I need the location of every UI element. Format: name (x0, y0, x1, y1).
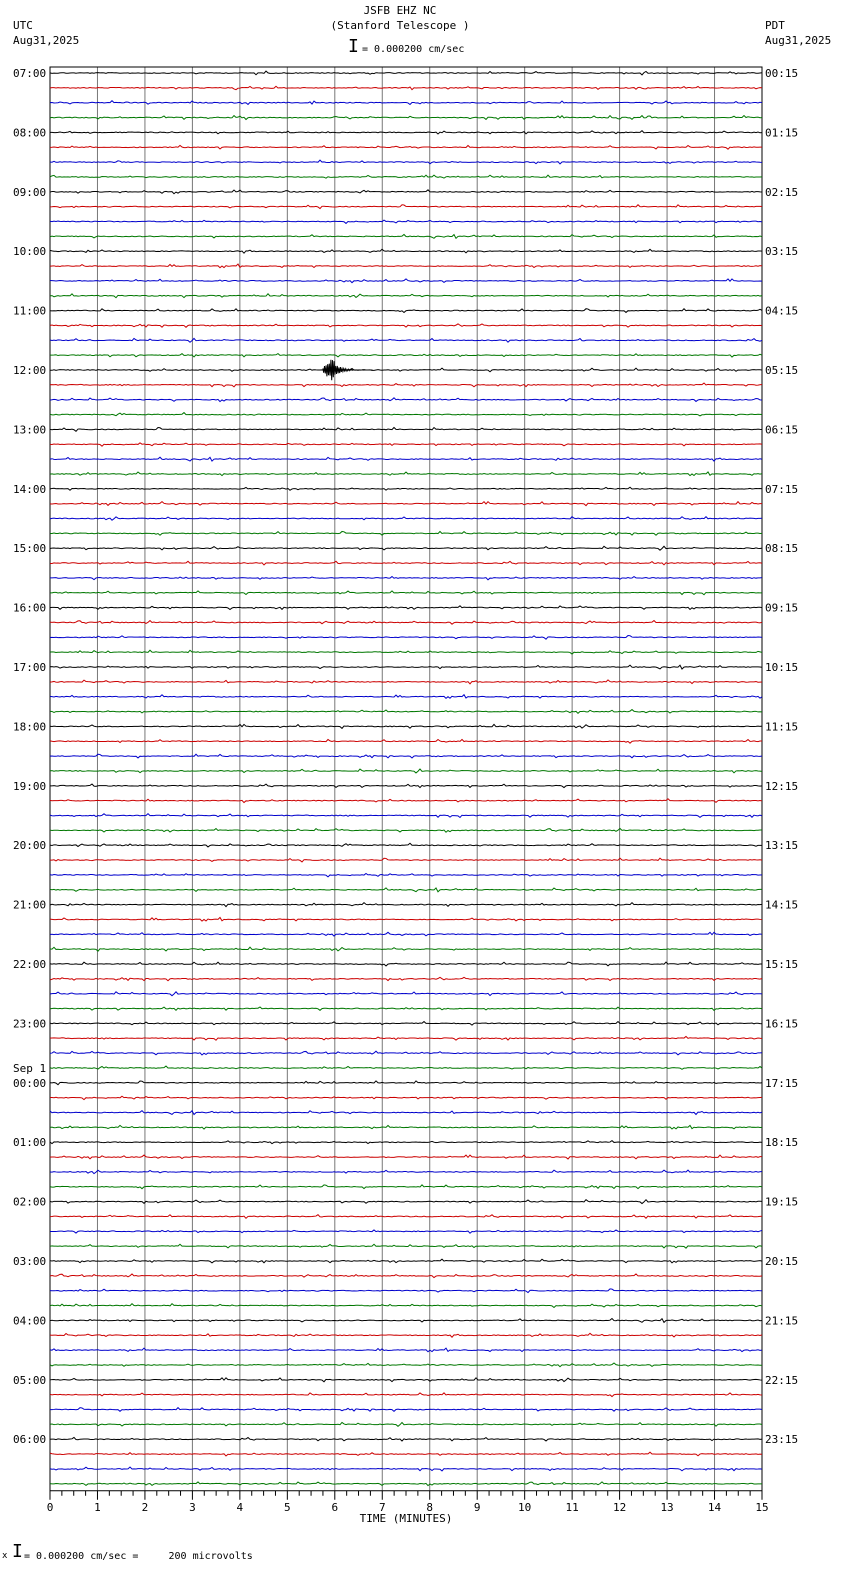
utc-hour-label: 18:00 (13, 720, 47, 734)
seismic-event (323, 360, 373, 381)
trace-row (50, 843, 762, 847)
trace-row (50, 354, 762, 357)
trace-row (50, 234, 762, 238)
trace-row (50, 769, 762, 773)
utc-hour-label: 02:00 (13, 1195, 47, 1209)
pdt-hour-label: 16:15 (765, 1017, 799, 1031)
trace-row (50, 190, 762, 194)
utc-hour-label: 07:00 (13, 67, 47, 80)
pdt-hour-label: 01:15 (765, 126, 799, 140)
trace-row (50, 977, 762, 980)
pdt-hour-label: 20:15 (765, 1255, 799, 1268)
trace-row (50, 457, 762, 461)
trace-row (50, 1289, 762, 1293)
pdt-hour-label: 23:15 (765, 1433, 799, 1447)
utc-hour-label: 15:00 (13, 542, 47, 556)
trace-row (50, 1036, 762, 1040)
trace-row (50, 1422, 762, 1426)
trace-row (50, 814, 762, 818)
pdt-hour-label: 18:15 (765, 1136, 799, 1150)
trace-row (50, 145, 762, 149)
trace-row (50, 591, 762, 595)
trace-row (50, 116, 762, 120)
x-tick-label: 4 (236, 1500, 244, 1514)
left-timezone: UTC (13, 19, 33, 32)
date-change-label: Sep 1 (13, 1061, 47, 1075)
trace-row (50, 1125, 762, 1129)
utc-hour-label: 16:00 (13, 601, 47, 615)
trace-row (50, 487, 762, 490)
trace-row (50, 546, 762, 550)
x-tick-label: 5 (284, 1500, 291, 1514)
pdt-hour-label: 15:15 (765, 958, 799, 971)
x-tick-label: 13 (660, 1500, 674, 1514)
trace-row (50, 472, 762, 476)
pdt-hour-label: 19:15 (765, 1195, 799, 1209)
footer-scale-bar-icon: I (12, 1541, 23, 1562)
trace-row (50, 917, 762, 921)
trace-row (50, 264, 762, 268)
trace-row (50, 888, 762, 892)
trace-row (50, 1393, 762, 1397)
x-tick-label: 3 (189, 1500, 196, 1514)
trace-row (50, 1482, 762, 1486)
x-tick-label: 10 (518, 1500, 532, 1514)
trace-row (50, 1348, 762, 1352)
utc-hour-label: 03:00 (13, 1255, 47, 1268)
x-tick-label: 15 (755, 1500, 769, 1514)
trace-row (50, 249, 762, 253)
trace-row (50, 71, 762, 75)
trace-row (50, 443, 762, 446)
trace-row (50, 279, 762, 283)
trace-row (50, 635, 762, 639)
trace-row (50, 175, 762, 178)
trace-row (50, 1363, 762, 1367)
trace-row (50, 1185, 762, 1189)
pdt-hour-label: 10:15 (765, 661, 799, 674)
x-tick-label: 2 (141, 1500, 149, 1514)
pdt-hour-label: 06:15 (765, 423, 799, 437)
utc-hour-label: 22:00 (13, 958, 47, 971)
trace-row (50, 680, 762, 684)
trace-row (50, 1081, 762, 1085)
pdt-hour-label: 03:15 (765, 245, 799, 259)
pdt-hour-label: 07:15 (765, 482, 799, 496)
trace-row (50, 1259, 762, 1263)
utc-hour-label: 14:00 (13, 482, 47, 496)
trace-row (50, 205, 762, 209)
site-name: (Stanford Telescope ) (330, 19, 470, 32)
trace-row (50, 368, 762, 372)
trace-row (50, 695, 762, 699)
trace-row (50, 650, 762, 654)
trace-row (50, 962, 762, 966)
trace-row (50, 1304, 762, 1308)
trace-row (50, 1141, 762, 1144)
trace-row (50, 665, 762, 669)
utc-hour-label: 09:00 (13, 185, 47, 199)
pdt-hour-label: 14:15 (765, 898, 799, 912)
trace-row (50, 101, 762, 105)
trace-row (50, 86, 762, 89)
trace-row (50, 1051, 762, 1055)
trace-row (50, 383, 762, 387)
scale-bar-icon: I (348, 36, 359, 57)
utc-hour-label: 13:00 (13, 423, 47, 437)
trace-row (50, 947, 762, 951)
pdt-hour-label: 17:15 (765, 1076, 799, 1090)
trace-row (50, 1319, 762, 1323)
trace-row (50, 1200, 762, 1204)
trace-row (50, 517, 762, 521)
trace-row (50, 1452, 762, 1456)
utc-hour-label: 11:00 (13, 304, 47, 318)
trace-row (50, 338, 762, 342)
utc-hour-label: 06:00 (13, 1433, 47, 1447)
x-tick-label: 7 (378, 1500, 386, 1514)
trace-row (50, 873, 762, 876)
trace-row (50, 160, 762, 164)
trace-row (50, 828, 762, 832)
x-tick-label: 14 (707, 1500, 722, 1514)
utc-hour-label: 00:00 (13, 1076, 47, 1090)
trace-row (50, 1437, 762, 1441)
trace-row (50, 1215, 762, 1219)
trace-row (50, 324, 762, 327)
pdt-hour-label: 00:15 (765, 67, 799, 80)
left-date: Aug31,2025 (13, 34, 80, 47)
trace-row (50, 724, 762, 728)
x-tick-label: 12 (612, 1500, 627, 1514)
x-tick-label: 8 (426, 1500, 434, 1514)
trace-row (50, 621, 762, 625)
trace-row (50, 428, 762, 432)
trace-row (50, 1244, 762, 1248)
trace-row (50, 1155, 762, 1159)
trace-row (50, 309, 762, 313)
x-tick-label: 0 (46, 1500, 54, 1514)
pdt-hour-label: 04:15 (765, 304, 799, 318)
trace-row (50, 710, 762, 714)
scale-label: = 0.000200 cm/sec (362, 44, 465, 55)
utc-hour-label: 17:00 (13, 661, 47, 674)
pdt-hour-label: 02:15 (765, 185, 799, 199)
trace-row (50, 1274, 762, 1278)
trace-row (50, 294, 762, 298)
trace-row (50, 1007, 762, 1010)
trace-row (50, 1378, 762, 1382)
pdt-hour-label: 13:15 (765, 839, 799, 853)
trace-row (50, 1066, 762, 1069)
trace-row (50, 799, 762, 803)
utc-hour-label: 05:00 (13, 1373, 47, 1387)
x-axis-title: TIME (MINUTES) (359, 1511, 453, 1525)
x-tick-label: 9 (473, 1500, 481, 1514)
trace-row (50, 1096, 762, 1099)
trace-row (50, 992, 762, 996)
pdt-hour-label: 09:15 (765, 601, 799, 615)
pdt-hour-label: 11:15 (765, 720, 799, 734)
trace-row (50, 1467, 762, 1471)
utc-hour-label: 10:00 (13, 245, 47, 259)
pdt-hour-label: 12:15 (765, 779, 799, 793)
station-title: JSFB EHZ NC (363, 4, 437, 17)
trace-row (50, 398, 762, 402)
trace-row (50, 1333, 762, 1337)
trace-row (50, 131, 762, 134)
trace-row (50, 577, 762, 580)
pdt-hour-label: 22:15 (765, 1373, 799, 1387)
trace-row (50, 932, 762, 936)
trace-row (50, 903, 762, 907)
pdt-hour-label: 21:15 (765, 1314, 799, 1328)
trace-row (50, 531, 762, 535)
trace-row (50, 739, 762, 743)
footer-marker-icon: x (2, 1551, 8, 1561)
utc-hour-label: 08:00 (13, 126, 47, 140)
utc-hour-label: 23:00 (13, 1017, 47, 1031)
trace-row (50, 220, 762, 223)
pdt-hour-label: 08:15 (765, 542, 799, 556)
x-tick-label: 1 (94, 1500, 101, 1514)
trace-row (50, 1408, 762, 1412)
trace-row (50, 1230, 762, 1233)
trace-row (50, 1111, 762, 1115)
trace-row (50, 784, 762, 788)
trace-row (50, 858, 762, 862)
trace-row (50, 754, 762, 758)
utc-hour-label: 04:00 (13, 1314, 47, 1328)
right-date: Aug31,2025 (765, 34, 832, 47)
utc-hour-label: 21:00 (13, 898, 47, 912)
x-tick-label: 11 (565, 1500, 579, 1514)
trace-row (50, 1022, 762, 1026)
right-timezone: PDT (765, 19, 785, 32)
utc-hour-label: 12:00 (13, 364, 47, 377)
utc-hour-label: 20:00 (13, 839, 47, 853)
trace-row (50, 413, 762, 416)
trace-row (50, 561, 762, 565)
trace-row (50, 1170, 762, 1174)
utc-hour-label: 19:00 (13, 779, 47, 793)
trace-row (50, 606, 762, 610)
pdt-hour-label: 05:15 (765, 364, 799, 377)
trace-row (50, 502, 762, 506)
x-tick-label: 6 (331, 1500, 339, 1514)
utc-hour-label: 01:00 (13, 1136, 47, 1150)
footer-scale-text: = 0.000200 cm/sec = 200 microvolts (24, 1551, 253, 1562)
